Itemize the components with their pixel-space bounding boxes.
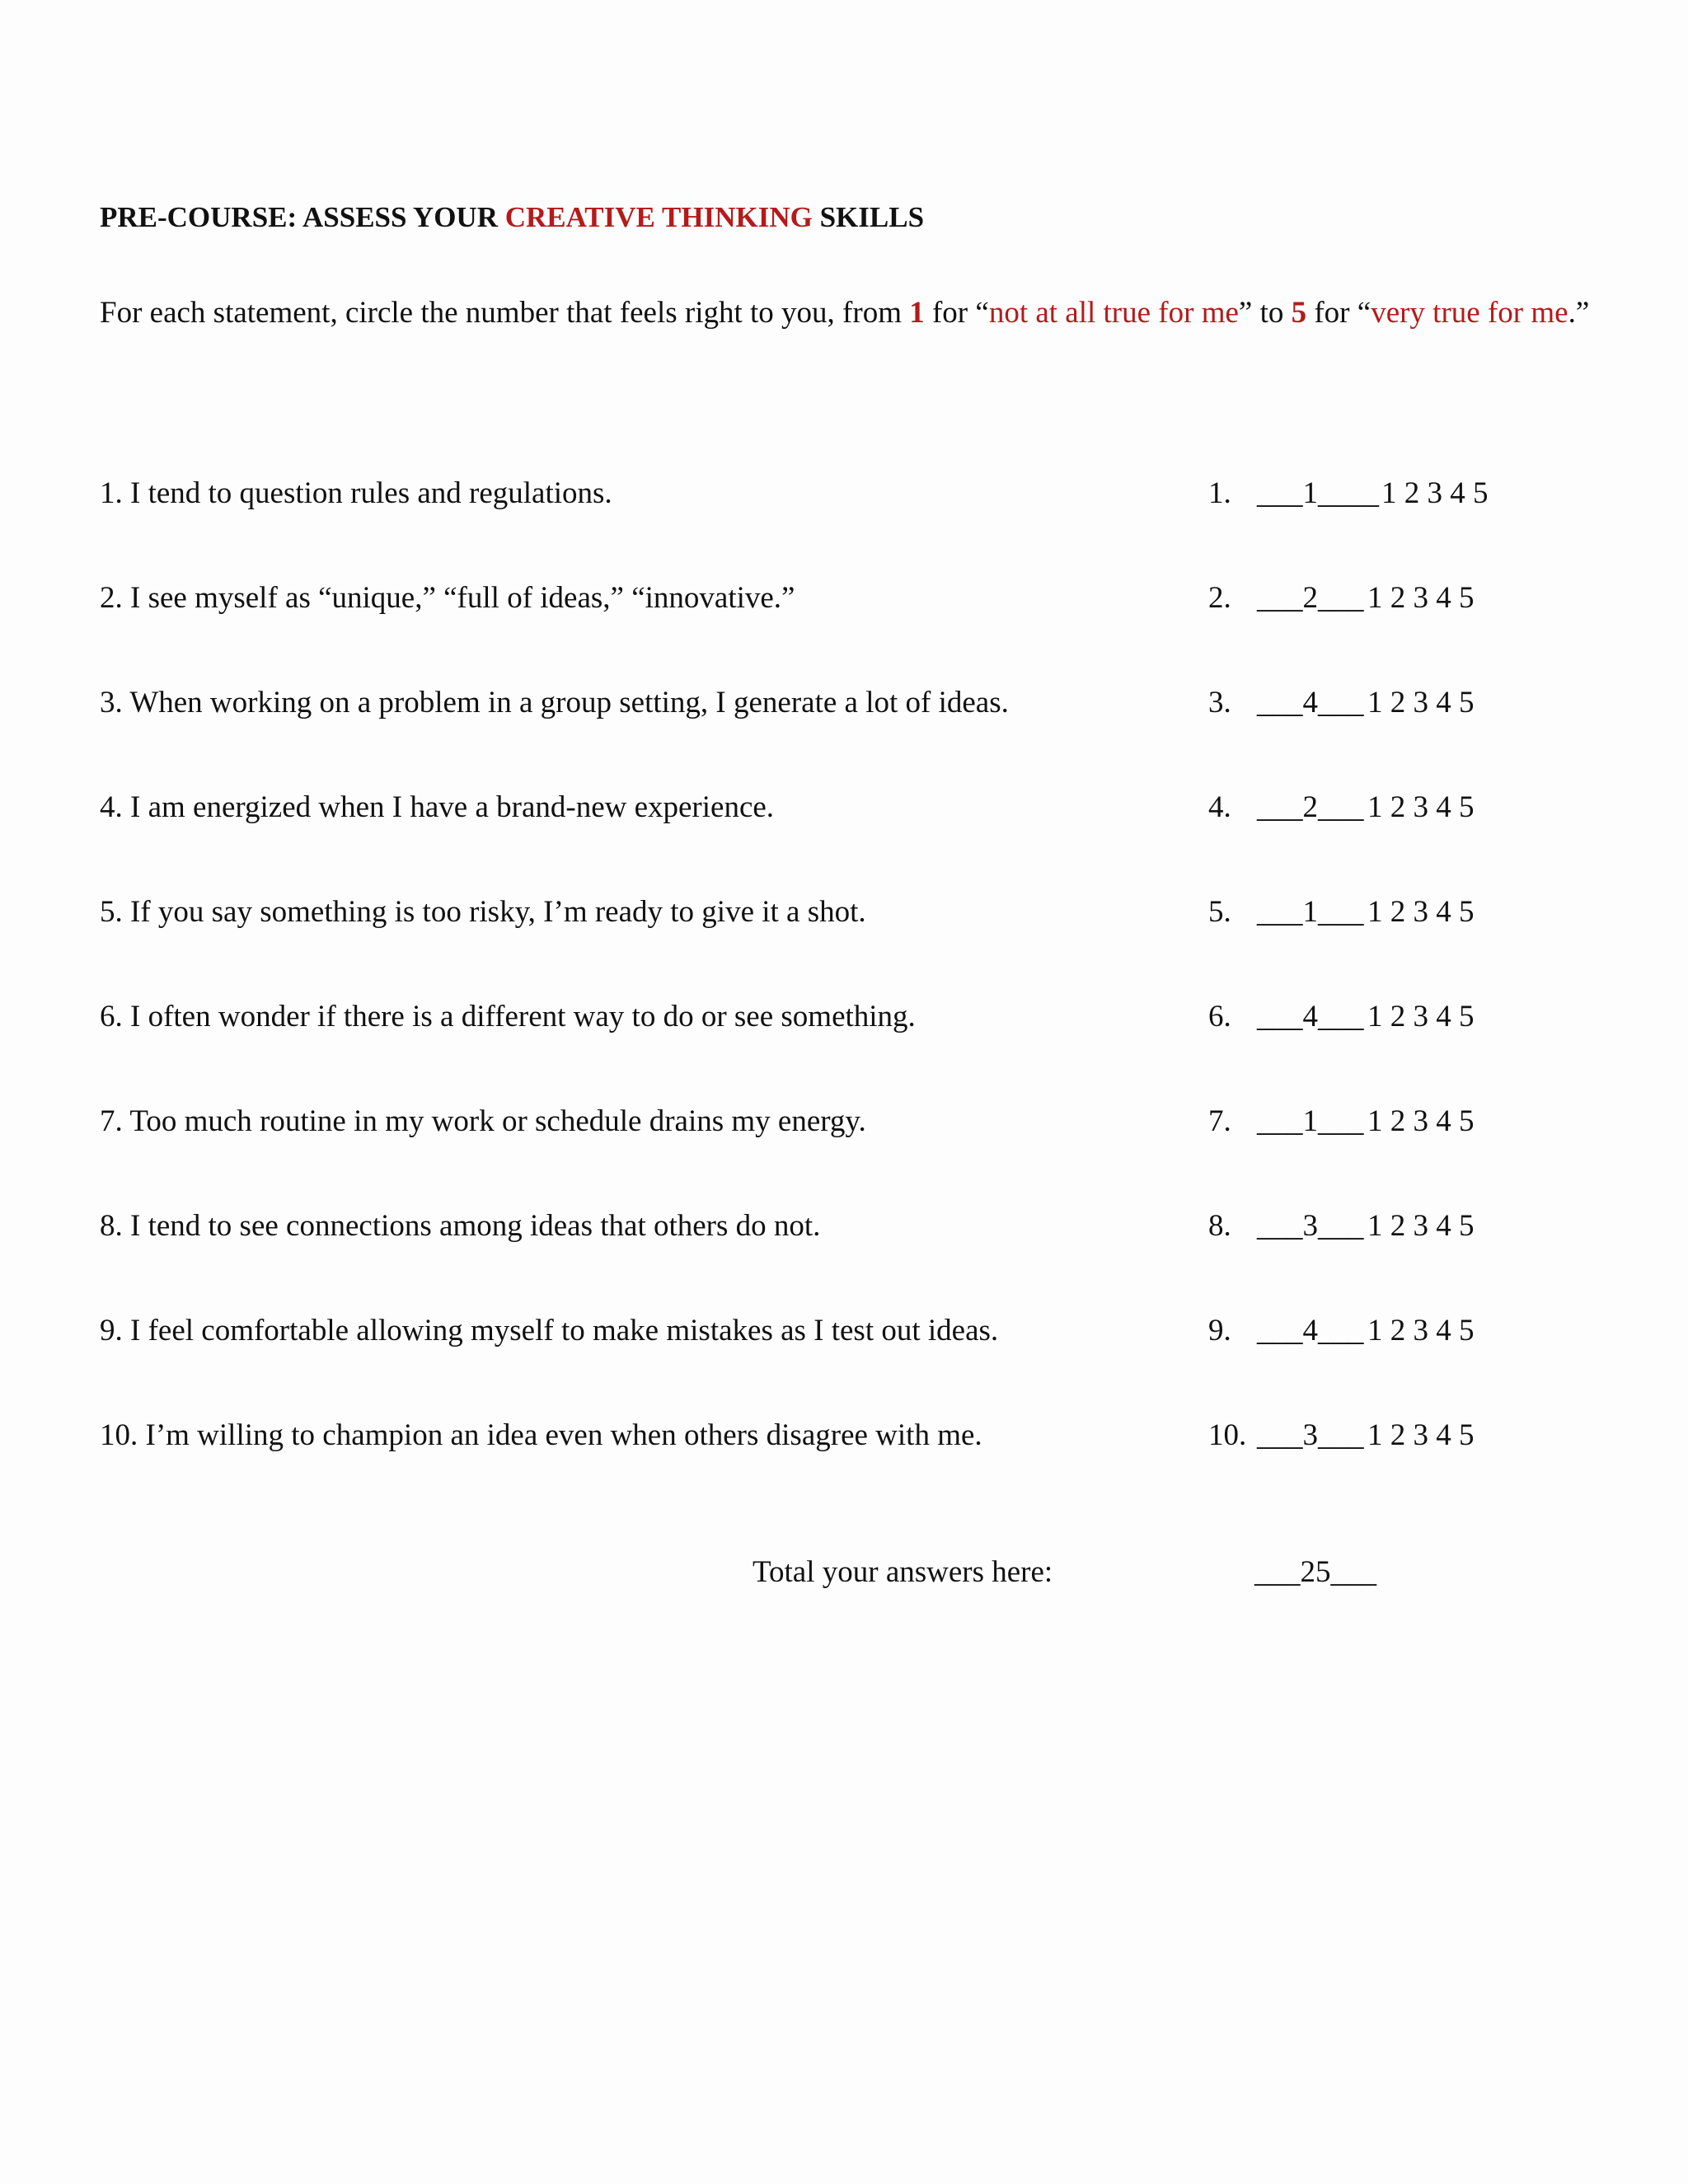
high-score-number: 5 (1291, 296, 1307, 330)
answer-number: 6. (1208, 1000, 1231, 1033)
answer-field[interactable]: ___4___ (1257, 686, 1364, 719)
answer-field[interactable]: ___2___ (1257, 581, 1364, 615)
item-statement: 1. I tend to question rules and regulations. (100, 476, 612, 510)
answer-field[interactable]: ___2___ (1257, 790, 1364, 824)
answer-number: 10. (1208, 1418, 1247, 1452)
assessment-item (0, 1313, 1688, 1354)
item-statement: 7. Too much routine in my work or schedule drains my energy. (100, 1104, 866, 1138)
answer-number: 1. (1208, 476, 1231, 510)
title-highlight: CREATIVE THINKING (504, 201, 813, 233)
item-statement: 6. I often wonder if there is a different way to do or see something. (100, 1000, 916, 1033)
item-statement: 10. I’m willing to champion an idea even when others disagree with me. (100, 1418, 982, 1452)
answer-number: 2. (1208, 581, 1231, 615)
assessment-item (0, 1208, 1688, 1249)
assessment-item (0, 894, 1688, 935)
answer-field[interactable]: ___4___ (1257, 1000, 1364, 1033)
answer-field[interactable]: ___3___ (1257, 1418, 1364, 1452)
rating-scale[interactable]: 1 2 3 4 5 (1381, 476, 1489, 510)
total-label: Total your answers here: (753, 1555, 1053, 1589)
rating-scale[interactable]: 1 2 3 4 5 (1367, 686, 1475, 719)
rating-scale[interactable]: 1 2 3 4 5 (1367, 1104, 1475, 1138)
instructions-text: For each statement, circle the number that feels right to you, from (100, 296, 910, 330)
high-score-label: very true for me (1371, 296, 1568, 330)
item-statement: 9. I feel comfortable allowing myself to make mistakes as I test out ideas. (100, 1314, 999, 1347)
total-field[interactable]: ___25___ (1254, 1555, 1376, 1589)
rating-scale[interactable]: 1 2 3 4 5 (1367, 1000, 1475, 1033)
rating-scale[interactable]: 1 2 3 4 5 (1367, 1209, 1475, 1243)
assessment-item (0, 1104, 1688, 1145)
instructions-text: for “ (1306, 296, 1372, 330)
assessment-item (0, 476, 1688, 517)
answer-number: 3. (1208, 686, 1231, 719)
answer-field[interactable]: ___4___ (1257, 1314, 1364, 1347)
instructions-text: ” to (1238, 296, 1292, 330)
rating-scale[interactable]: 1 2 3 4 5 (1367, 1314, 1475, 1347)
assessment-item (0, 1418, 1688, 1459)
instructions (100, 295, 1589, 330)
answer-field[interactable]: ___1___ (1257, 895, 1364, 929)
assessment-item (0, 999, 1688, 1040)
rating-scale[interactable]: 1 2 3 4 5 (1367, 1418, 1475, 1452)
answer-field[interactable]: ___1____ (1257, 476, 1379, 510)
item-statement: 3. When working on a problem in a group setting, I generate a lot of ideas. (100, 686, 1009, 719)
answer-field[interactable]: ___1___ (1257, 1104, 1364, 1138)
answer-number: 4. (1208, 790, 1231, 824)
title-prefix: PRE-COURSE: ASSESS YOUR (100, 201, 505, 233)
low-score-label: not at all true for me (988, 296, 1239, 330)
rating-scale[interactable]: 1 2 3 4 5 (1367, 581, 1475, 615)
instructions-text: for “ (924, 296, 989, 330)
assessment-item (0, 685, 1688, 726)
answer-number: 9. (1208, 1314, 1231, 1347)
assessment-item (0, 580, 1688, 621)
answer-number: 5. (1208, 895, 1231, 929)
rating-scale[interactable]: 1 2 3 4 5 (1367, 790, 1475, 824)
answer-number: 7. (1208, 1104, 1231, 1138)
rating-scale[interactable]: 1 2 3 4 5 (1367, 895, 1475, 929)
item-statement: 4. I am energized when I have a brand-new experience. (100, 790, 775, 824)
item-statement: 8. I tend to see connections among ideas that others do not. (100, 1209, 821, 1243)
page-title (100, 201, 924, 234)
item-statement: 5. If you say something is too risky, I’m ready to give it a shot. (100, 895, 866, 929)
item-statement: 2. I see myself as “unique,” “full of ideas,” “innovative.” (100, 581, 795, 615)
instructions-text: .” (1568, 296, 1590, 330)
answer-field[interactable]: ___3___ (1257, 1209, 1364, 1243)
title-suffix: SKILLS (812, 201, 925, 233)
assessment-item (0, 790, 1688, 831)
answer-number: 8. (1208, 1209, 1231, 1243)
low-score-number: 1 (909, 296, 925, 330)
